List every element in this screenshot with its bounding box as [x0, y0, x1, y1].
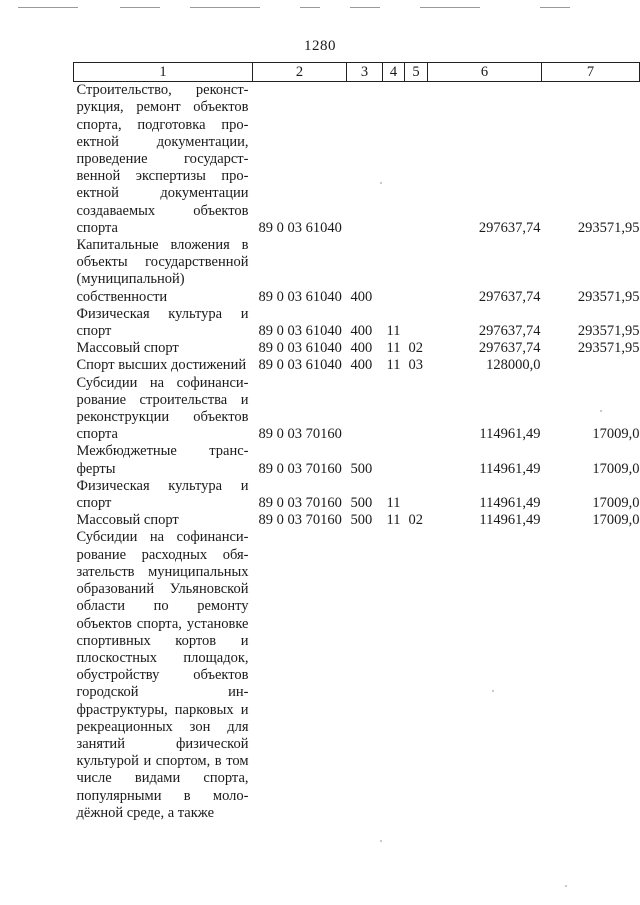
row-code: 89 0 03 70160	[258, 426, 342, 443]
row-code: 89 0 03 61040	[258, 288, 342, 305]
table-row	[74, 375, 640, 444]
budget-table	[73, 62, 640, 822]
row-name: Массовый спорт	[76, 340, 179, 357]
column-header: 2	[253, 63, 347, 82]
row-name: Массовый спорт	[76, 512, 179, 529]
row-sum-2: 17009,0	[592, 426, 640, 443]
row-subsection	[405, 443, 428, 477]
row-sum-2	[542, 357, 640, 374]
row-sum-1: 114961,49	[479, 512, 541, 529]
row-section: 11	[386, 512, 401, 529]
table-row	[74, 82, 640, 237]
row-sum-1: 297637,74	[478, 219, 541, 236]
row-expense-type: 500	[350, 495, 373, 512]
row-sum-2: 293571,95	[577, 288, 640, 305]
scan-artifact	[190, 7, 260, 8]
scan-speck	[492, 690, 494, 692]
row-code: 89 0 03 61040	[258, 340, 342, 357]
table-row	[74, 529, 640, 821]
table-row	[74, 306, 640, 340]
table-row	[74, 237, 640, 306]
row-subsection	[405, 237, 428, 306]
row-section	[383, 443, 405, 477]
row-section	[383, 82, 405, 237]
row-subsection	[405, 478, 428, 512]
column-header: 7	[542, 63, 640, 82]
row-name: Капитальные вложения в объекты государственной (муниципальной) собственности	[76, 237, 249, 305]
row-sum-1: 114961,49	[479, 460, 541, 477]
column-header: 5	[405, 63, 428, 82]
scan-artifact	[18, 7, 78, 8]
row-sum-2: 293571,95	[577, 219, 640, 236]
row-section: 11	[386, 340, 401, 357]
scan-artifact	[540, 7, 570, 8]
scan-speck	[380, 840, 382, 842]
row-name: Спорт высших достижений	[76, 357, 247, 374]
row-expense-type: 500	[350, 512, 373, 529]
row-sum-1: 114961,49	[479, 495, 541, 512]
column-header: 3	[347, 63, 383, 82]
row-sum-2	[542, 529, 640, 821]
row-section: 11	[386, 357, 401, 374]
table-row	[74, 478, 640, 512]
row-sum-1: 114961,49	[479, 426, 541, 443]
row-subsection	[405, 375, 428, 444]
row-expense-type: 400	[350, 340, 373, 357]
row-expense-type	[347, 529, 383, 821]
table-row	[74, 443, 640, 477]
row-name: Физическая культура и спорт	[76, 305, 249, 340]
row-expense-type	[347, 82, 383, 237]
table-header-row	[74, 63, 640, 82]
row-sum-1	[428, 529, 542, 821]
row-sum-2: 293571,95	[577, 340, 640, 357]
row-expense-type: 400	[350, 288, 373, 305]
scan-artifact	[120, 7, 160, 8]
row-name: Строительство, реконструкция, ремонт объектов спорта, подготовка проектной документации, проведение государственной экспертизы проектной документации создаваемых объектов спорта	[76, 82, 249, 236]
scan-artifact	[420, 7, 480, 8]
row-expense-type: 400	[350, 357, 373, 374]
row-section: 11	[386, 323, 401, 340]
row-name: Субсидии на софинансирование строительства и реконструкции объектов спорта	[76, 374, 249, 443]
row-subsection	[405, 306, 428, 340]
scan-artifact	[300, 7, 320, 8]
column-header: 1	[74, 63, 253, 82]
column-header: 6	[428, 63, 542, 82]
column-header: 4	[383, 63, 405, 82]
row-name: Субсидии на софинансирование расходных обязательств муниципальных образований Ульяновской области по ремонту объектов спорта, установке спортивных кортов и плоскостных площадок, обустройству объектов городской инфраструктуры, парковых и рекреационных зон для занятий физической культурой и спортом, в том числе видами спорта, популярными в молодёжной среде, а также	[76, 529, 249, 821]
row-sum-2: 17009,0	[592, 460, 640, 477]
table-row	[74, 340, 640, 357]
row-expense-type	[347, 375, 383, 444]
row-section	[383, 529, 405, 821]
row-code: 89 0 03 70160	[258, 495, 342, 512]
row-subsection: 02	[408, 340, 423, 357]
row-sum-1: 297637,74	[478, 288, 541, 305]
row-expense-type: 500	[350, 460, 373, 477]
row-subsection	[405, 529, 428, 821]
row-code: 89 0 03 70160	[258, 460, 342, 477]
row-subsection: 03	[408, 357, 423, 374]
row-section	[383, 237, 405, 306]
row-sum-1: 297637,74	[478, 340, 541, 357]
row-subsection	[405, 82, 428, 237]
row-expense-type: 400	[350, 323, 373, 340]
row-code: 89 0 03 61040	[258, 323, 342, 340]
scan-speck	[380, 182, 382, 184]
table-row	[74, 512, 640, 529]
row-subsection: 02	[408, 512, 423, 529]
row-sum-1: 128000,0	[486, 357, 541, 374]
row-sum-1: 297637,74	[478, 323, 541, 340]
row-code: 89 0 03 70160	[258, 512, 342, 529]
row-code: 89 0 03 61040	[258, 219, 342, 236]
scan-speck	[565, 885, 567, 887]
row-section	[383, 375, 405, 444]
row-code: 89 0 03 61040	[258, 357, 342, 374]
scan-speck	[600, 410, 602, 412]
row-code	[253, 529, 347, 821]
row-section: 11	[386, 495, 401, 512]
row-sum-2: 17009,0	[592, 495, 640, 512]
row-name: Физическая культура и спорт	[76, 477, 249, 512]
page-number: 1280	[304, 38, 336, 54]
row-sum-2: 293571,95	[577, 323, 640, 340]
table-row	[74, 357, 640, 374]
scan-artifact	[350, 7, 380, 8]
row-name: Межбюджетные трансферты	[76, 443, 249, 477]
row-sum-2: 17009,0	[592, 512, 640, 529]
